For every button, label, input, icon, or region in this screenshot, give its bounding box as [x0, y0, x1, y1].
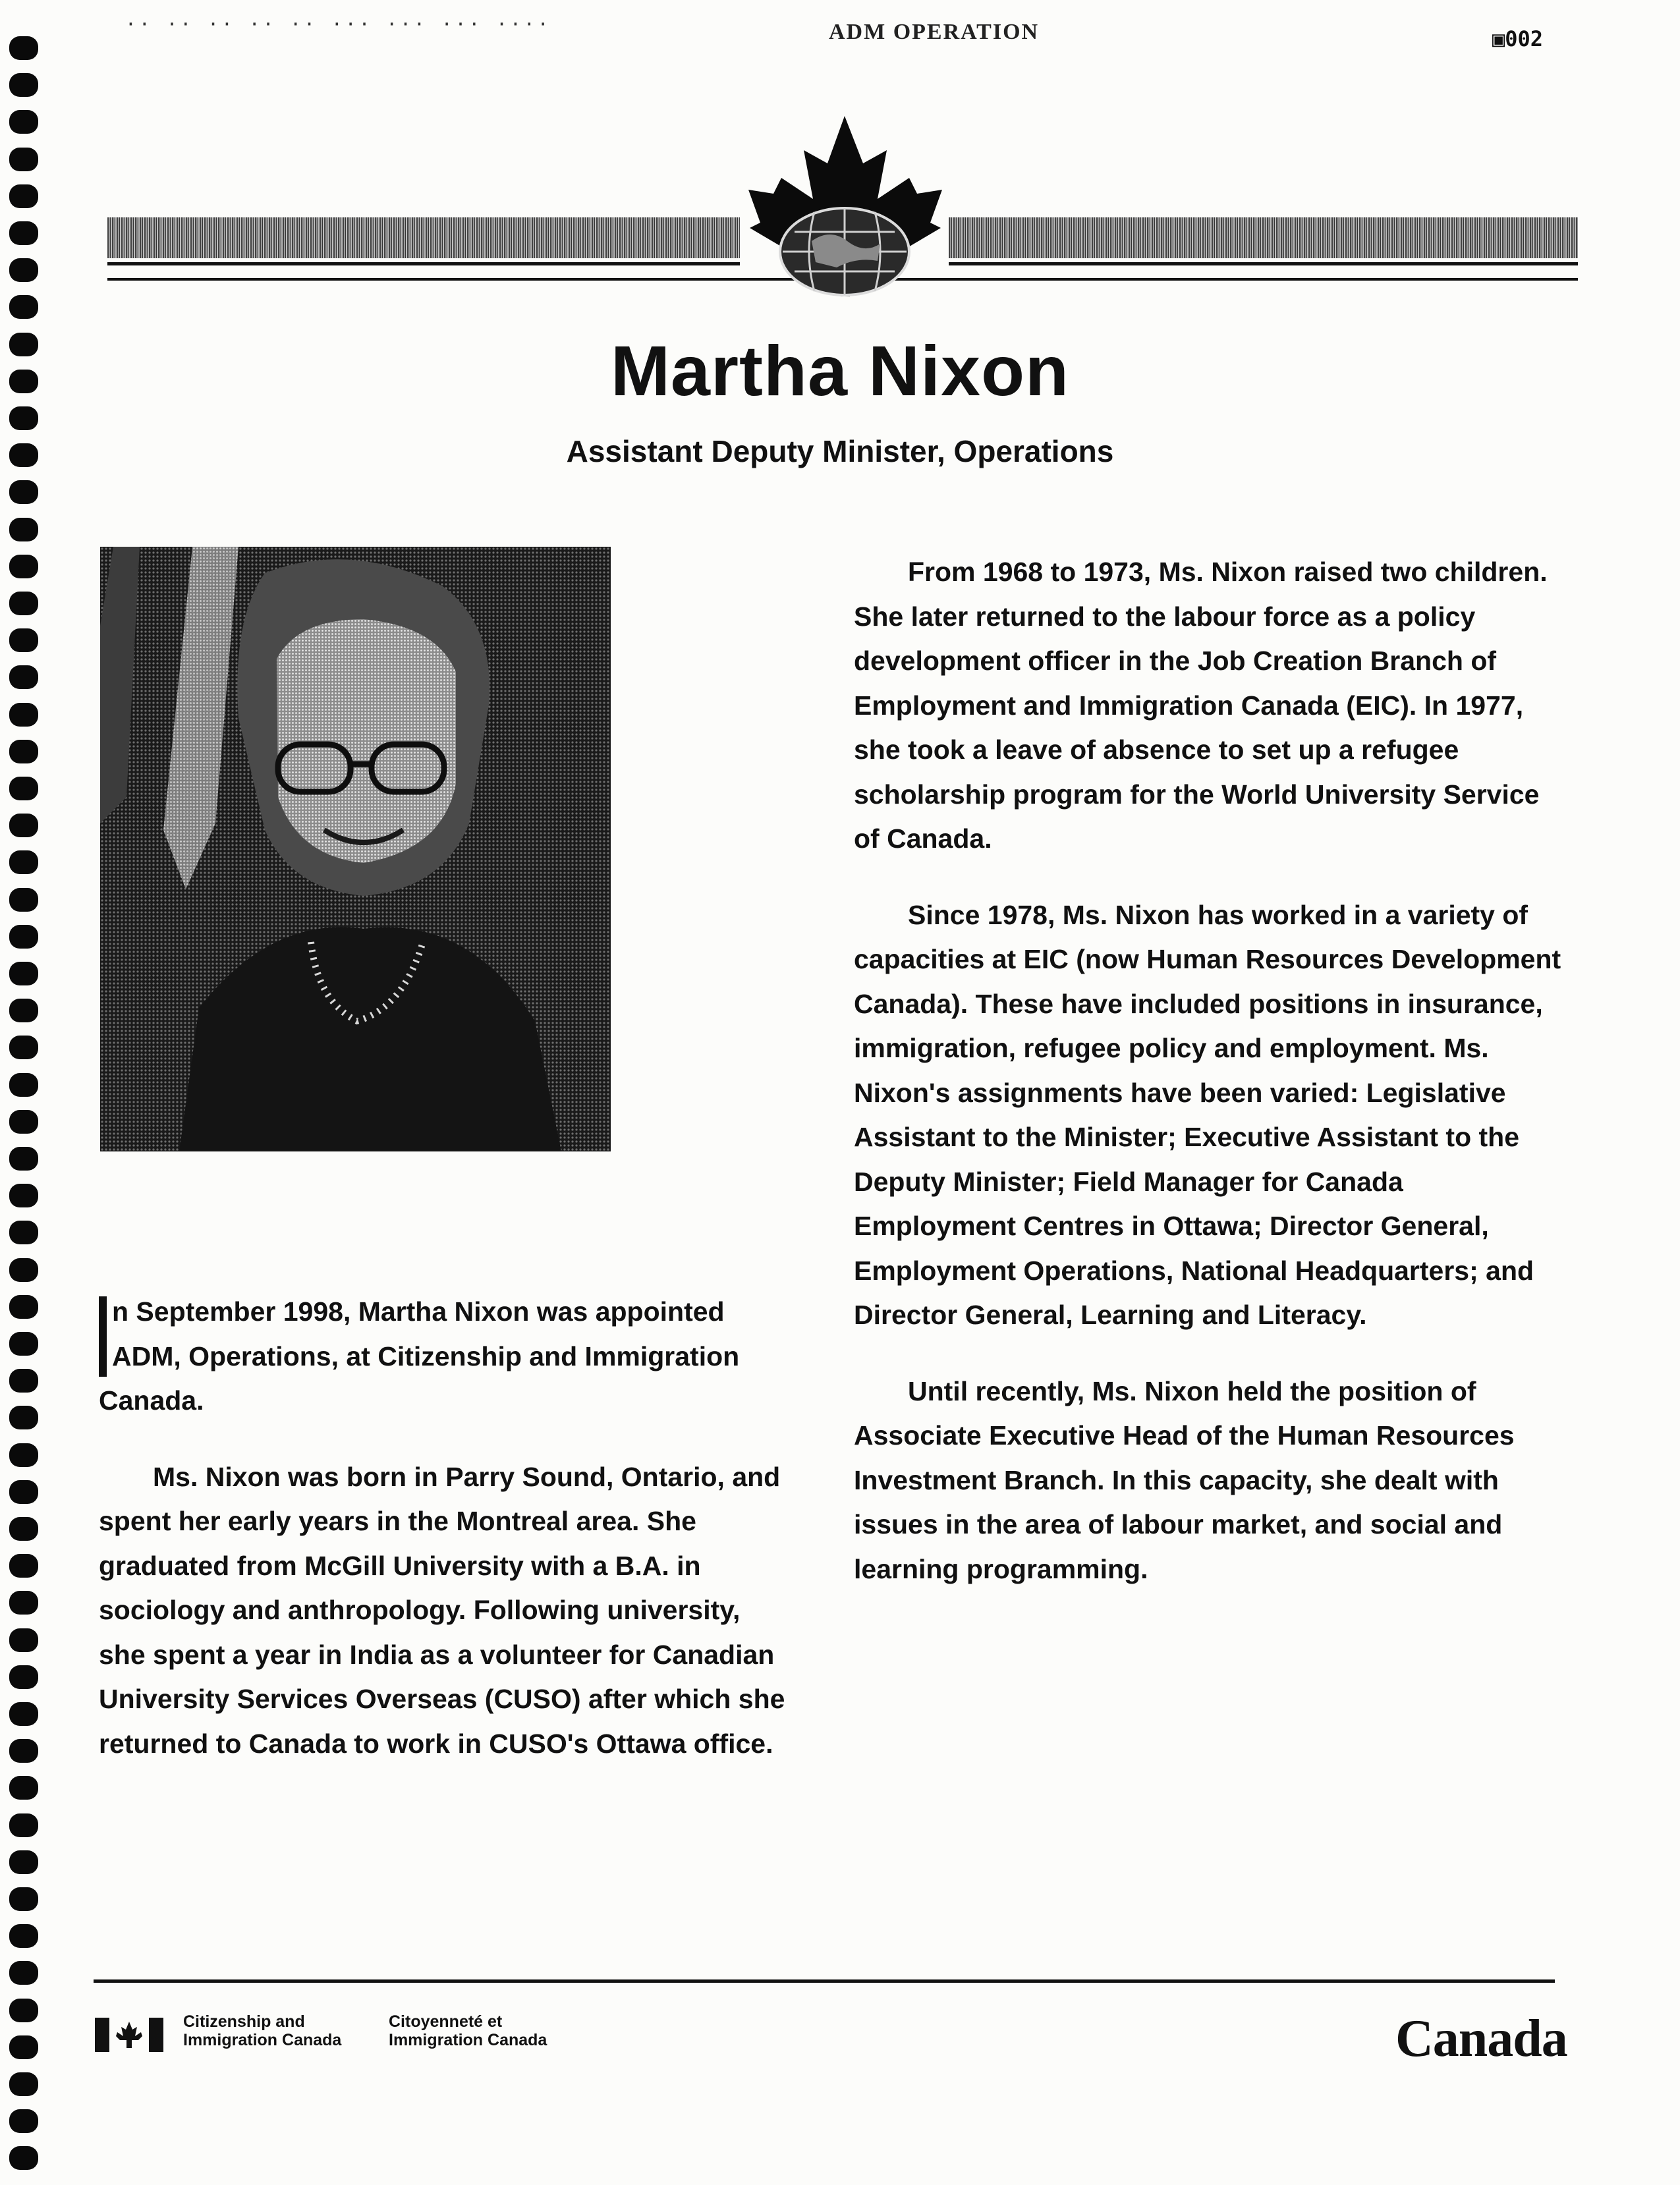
- fax-timestamp: ·· ·· ·· ·· ·· ··· ··· ··· ····: [125, 13, 551, 35]
- binder-hole: [9, 1110, 38, 1134]
- fax-page-number: [1492, 26, 1543, 51]
- department-name-fr: [389, 2012, 547, 2049]
- fax-page-icon: ▣: [1492, 26, 1505, 51]
- job-title: Assistant Deputy Minister, Operations: [566, 434, 1114, 468]
- binder-hole: [9, 221, 38, 245]
- binder-hole: [9, 480, 38, 504]
- intro-text: n September 1998, Martha Nixon was appointed ADM, Operations, at Citizenship and Immigration Canada.: [99, 1296, 740, 1416]
- binder-hole: [9, 1628, 38, 1652]
- binder-hole: [9, 555, 38, 578]
- binder-hole: [9, 740, 38, 763]
- binder-hole: [9, 36, 38, 60]
- banner-band-left: [107, 217, 740, 258]
- binder-hole: [9, 1443, 38, 1467]
- binder-hole: [9, 962, 38, 985]
- binder-hole: [9, 1332, 38, 1356]
- binder-hole: [9, 1295, 38, 1319]
- binder-hole: [9, 1813, 38, 1837]
- binder-hole: [9, 1739, 38, 1763]
- recent-role-paragraph: Until recently, Ms. Nixon held the position of Associate Executive Head of the Human Resources Investment Branch. In this capacity, she dealt with issues in the area of labour market, and social and learning programming.: [854, 1375, 1515, 1584]
- binder-hole: [9, 1184, 38, 1207]
- binder-hole: [9, 1702, 38, 1726]
- left-column: [99, 1290, 791, 1766]
- department-fr-line2: Immigration Canada: [389, 2031, 547, 2049]
- intro-paragraph: [99, 1290, 791, 1424]
- banner-rule-right: [949, 262, 1578, 265]
- canada-flag-icon: [95, 2018, 163, 2052]
- page-title: Martha Nixon: [610, 331, 1070, 410]
- binder-hole: [9, 1147, 38, 1171]
- binder-hole: [9, 1073, 38, 1097]
- portrait-photo: [100, 547, 611, 1151]
- binder-hole: [9, 2072, 38, 2096]
- banner-band-right: [949, 217, 1578, 258]
- binder-hole: [9, 1406, 38, 1429]
- fax-sender: ADM OPERATION: [829, 20, 1040, 44]
- binder-hole: [9, 1999, 38, 2022]
- department-fr-line1: Citoyenneté et: [389, 2012, 503, 2031]
- wordmark-text: Canada: [1395, 2010, 1567, 2068]
- career-eic-paragraph: Since 1978, Ms. Nixon has worked in a variety of capacities at EIC (now Human Resources Development Canada). These have included positions in insurance, immigration, refugee policy and employment. Ms. Nixon's assignments have been varied: Legislative Assistant to the Minister; Executive Assistant to the Deputy Minister; Field Manager for Canada Employment Centres in Ottawa; Director General, Employment Operations, National Headquarters; and Director General, Learning and Literacy.: [854, 899, 1561, 1330]
- binder-hole: [9, 1036, 38, 1059]
- binder-hole: [9, 999, 38, 1022]
- binder-hole: [9, 592, 38, 615]
- department-en-line2: Immigration Canada: [183, 2031, 342, 2049]
- binder-hole: [9, 814, 38, 837]
- binder-hole: [9, 73, 38, 97]
- binder-hole: [9, 2146, 38, 2170]
- maple-leaf-globe-icon: [731, 112, 959, 300]
- binder-hole: [9, 1221, 38, 1244]
- binder-hole: [9, 295, 38, 319]
- drop-cap: [99, 1296, 107, 1377]
- binder-hole: [9, 703, 38, 727]
- binder-hole: [9, 1924, 38, 1948]
- binder-hole: [9, 110, 38, 134]
- binder-hole: [9, 1369, 38, 1393]
- binder-hole: [9, 925, 38, 949]
- binder-hole: [9, 665, 38, 689]
- binder-hole: [9, 2109, 38, 2133]
- canada-wordmark: [1395, 2009, 1567, 2069]
- department-en-line1: Citizenship and: [183, 2012, 305, 2031]
- binder-hole: [9, 1665, 38, 1689]
- binder-hole: [9, 1480, 38, 1504]
- binder-hole: [9, 1517, 38, 1541]
- early-life-paragraph: Ms. Nixon was born in Parry Sound, Ontario, and spent her early years in the Montreal area. She graduated from McGill University with a B.A. in sociology and anthropology. Following university, she spent a year in India as a volunteer for Canadian University Services Overseas (CUSO) after which she returned to Canada to work in CUSO's Ottawa office.: [99, 1461, 785, 1759]
- department-name-en: [183, 2012, 341, 2049]
- binder-hole: [9, 1258, 38, 1282]
- binder-hole: [9, 1850, 38, 1874]
- banner-rule-left: [107, 262, 740, 265]
- binder-hole: [9, 258, 38, 282]
- binder-hole: [9, 888, 38, 912]
- binder-hole: [9, 1887, 38, 1911]
- right-column: [854, 550, 1565, 1591]
- binder-hole: [9, 2035, 38, 2059]
- binder-hole: [9, 850, 38, 874]
- binder-hole: [9, 518, 38, 541]
- career-start-paragraph: From 1968 to 1973, Ms. Nixon raised two children. She later returned to the labour force as a policy development officer in the Job Creation Branch of Employment and Immigration Canada (EIC). In 1977, she took a leave of absence to set up a refugee scholarship program for the World University Service of Canada.: [854, 557, 1548, 854]
- binder-hole: [9, 184, 38, 208]
- footer-rule: [94, 1979, 1555, 1983]
- binder-hole: [9, 1961, 38, 1985]
- binder-hole: [9, 1776, 38, 1800]
- binder-hole: [9, 148, 38, 171]
- binder-hole: [9, 1554, 38, 1578]
- binder-hole: [9, 628, 38, 652]
- binder-hole: [9, 777, 38, 800]
- binder-hole: [9, 1591, 38, 1615]
- fax-page-label: 002: [1505, 26, 1544, 51]
